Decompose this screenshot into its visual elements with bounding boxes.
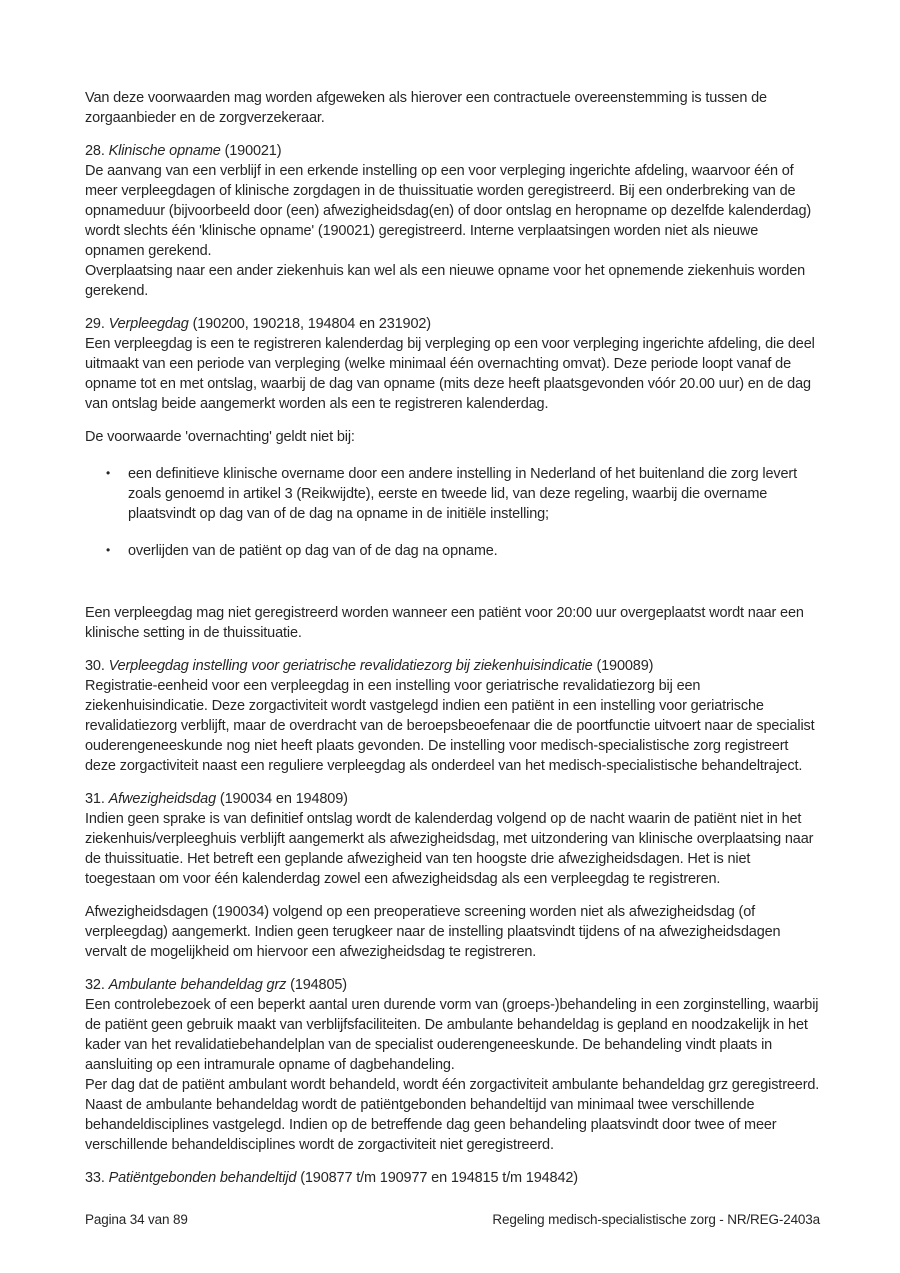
- section-title: Verpleegdag instelling voor geriatrische revalidatiezorg bij ziekenhuisindicatie: [108, 658, 593, 674]
- section-title: Afwezigheidsdag: [108, 791, 216, 807]
- section-28-paragraph-2: Overplaatsing naar een ander ziekenhuis kan wel als een nieuwe opname voor het opnemende ziekenhuis worden gerekend.: [85, 263, 806, 299]
- section-title: Ambulante behandeldag grz: [108, 977, 287, 993]
- bullet-icon: •: [106, 466, 111, 480]
- section-code: (190200, 190218, 194804 en 231902): [192, 316, 431, 332]
- section-31-paragraph-1: Indien geen sprake is van definitief ontslag wordt de kalenderdag volgend op de nacht waarin de patiënt niet in het ziekenhuis/verpleeghuis verblijft aangemerkt als afwezigheidsdag, met uitzondering van klinische overplaatsing naar de thuissituatie. Het betreft een geplande afwezigheid van ten hoogste drie afwezigheidsdagen. Het is niet toegestaan om voor één kalenderdag zowel een afwezigheidsdag als een verpleegdag te registreren.: [85, 811, 814, 887]
- bullet-item: [85, 464, 820, 524]
- page-footer: [85, 1211, 820, 1229]
- section-title: Verpleegdag: [108, 316, 189, 332]
- section-title: Klinische opname: [108, 143, 221, 159]
- section-code: (190877 t/m 190977 en 194815 t/m 194842): [300, 1170, 578, 1186]
- bullet-list: [85, 464, 820, 561]
- section-heading-33: [85, 1168, 820, 1188]
- section-number: 32.: [85, 977, 105, 993]
- bullet-icon: •: [106, 543, 111, 557]
- section-29-paragraph-2: Een verpleegdag mag niet geregistreerd worden wanneer een patiënt voor 20:00 uur overgeplaatst wordt naar een klinische setting in de thuissituatie.: [85, 605, 804, 641]
- section-heading-28: [85, 141, 820, 161]
- section-28-paragraph-1: De aanvang van een verblijf in een erkende instelling op een voor verpleging ingerichte afdeling, waarvoor één of meer verpleegdagen of klinische zorgdagen in de thuissituatie worden geregistreerd. Bij een onderbreking van de opnameduur (bijvoorbeeld door (een) afwezigheidsdag(en) of door ontslag en heropname op dezelfde kalenderdag) wordt slechts één 'klinische opname' (190021) geregistreerd. Interne verplaatsingen worden niet als nieuwe opnamen gerekend.: [85, 163, 812, 259]
- section-number: 31.: [85, 791, 105, 807]
- section-heading-32: [85, 975, 820, 995]
- section-32-paragraph-1: Een controlebezoek of een beperkt aantal uren durende vorm van (groeps-)behandeling in een zorginstelling, waarbij de patiënt geen gebruik maakt van verblijfsfaciliteiten. De ambulante behandeldag is gepland en noodzakelijk in het kader van het revalidatiebehandelplan van de specialist ouderengeneeskunde. De behandeling vindt plaats in aansluiting op een intramurale opname of dagbehandeling.: [85, 997, 819, 1073]
- section-number: 28.: [85, 143, 105, 159]
- intro-paragraph: Van deze voorwaarden mag worden afgeweken als hierover een contractuele overeenstemming is tussen de zorgaanbieder en de zorgverzekeraar.: [85, 90, 767, 126]
- section-code: (190021): [224, 143, 282, 159]
- section-29-paragraph-1: Een verpleegdag is een te registreren kalenderdag bij verpleging op een voor verpleging ingerichte afdeling, die deel uitmaakt van een periode van verpleging (welke minimaal één overnachting omvat). Deze periode loopt vanaf de opname tot en met ontslag, waarbij de dag van opname (mits deze heeft plaatsgevonden vóór 20.00 uur) en de dag van ontslag beide aangemerkt worden als een te registreren kalenderdag.: [85, 336, 815, 412]
- section-number: 29.: [85, 316, 105, 332]
- section-code: (194805): [290, 977, 347, 993]
- section-number: 30.: [85, 658, 105, 674]
- section-heading-30: [85, 656, 820, 676]
- section-30-paragraph-1: Registratie-eenheid voor een verpleegdag in een instelling voor geriatrische revalidatiezorg bij een ziekenhuisindicatie. Deze zorgactiviteit wordt vastgelegd indien een patiënt in een instelling voor geriatrische revalidatiezorg verblijft, maar de overdracht van de beroepsbeoefenaar die de poortfunctie uitvoert naar de specialist ouderengeneeskunde nog niet heeft plaats gevonden. De instelling voor medisch-specialistische zorg registreert deze zorgactiviteit naast een reguliere verpleegdag als onderdeel van het medisch-specialistische behandeltraject.: [85, 678, 815, 774]
- section-29-list-lead: De voorwaarde 'overnachting' geldt niet bij:: [85, 429, 355, 445]
- section-heading-31: [85, 789, 820, 809]
- bullet-item: [85, 541, 820, 561]
- footer-document-title: Regeling medisch-specialistische zorg - NR/REG-2403a: [492, 1212, 820, 1227]
- section-code: (190034 en 194809): [219, 791, 348, 807]
- section-title: Patiëntgebonden behandeltijd: [108, 1170, 297, 1186]
- bullet-item-text: overlijden van de patiënt op dag van of de dag na opname.: [128, 543, 498, 559]
- section-31-paragraph-2: Afwezigheidsdagen (190034) volgend op een preoperatieve screening worden niet als afwezigheidsdag (of verpleegdag) aangemerkt. Indien geen terugkeer naar de instelling plaatsvindt tijdens of na afwezigheidsdagen vervalt de mogelijkheid om hiervoor een afwezigheidsdag te registreren.: [85, 904, 781, 960]
- bullet-item-text: een definitieve klinische overname door een andere instelling in Nederland of het buitenland die zorg levert zoals genoemd in artikel 3 (Reikwijdte), eerste en tweede lid, van deze regeling, waarbij die overname plaatsvindt op dag van of de dag na opname in de initiële instelling;: [128, 466, 797, 522]
- section-code: (190089): [596, 658, 654, 674]
- section-32-paragraph-2: Per dag dat de patiënt ambulant wordt behandeld, wordt één zorgactiviteit ambulante behandeldag grz geregistreerd. Naast de ambulante behandeldag wordt de patiëntgebonden behandeltijd van minimaal twee verschillende behandeldisciplines vastgelegd. Indien op de betreffende dag geen behandeling plaatsvindt door twee of meer verschillende behandeldisciplines wordt de zorgactiviteit niet geregistreerd.: [85, 1077, 820, 1153]
- footer-page-number: Pagina 34 van 89: [85, 1212, 188, 1227]
- section-heading-29: [85, 314, 820, 334]
- section-number: 33.: [85, 1170, 105, 1186]
